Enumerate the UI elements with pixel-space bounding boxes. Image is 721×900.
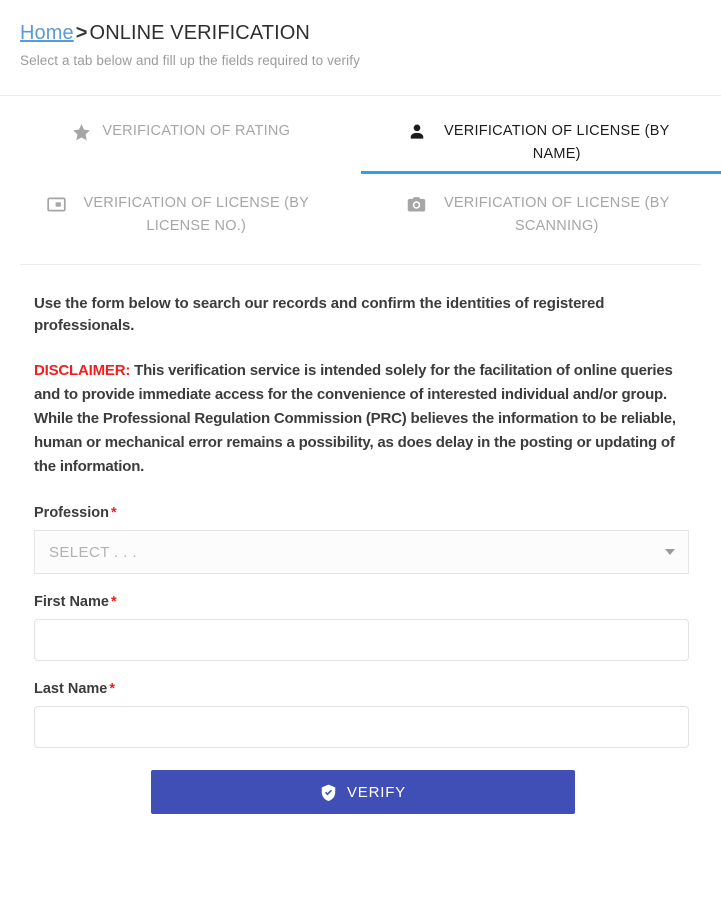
required-marker: *: [110, 505, 117, 521]
tab-label: VERIFICATION OF RATING: [102, 123, 291, 139]
disclaimer-label: DISCLAIMER:: [34, 362, 131, 379]
profession-label-text: Profession: [34, 505, 109, 521]
chevron-down-icon: [665, 549, 675, 555]
breadcrumb-home-link[interactable]: Home: [20, 22, 74, 44]
verification-tabs: [0, 96, 721, 265]
required-marker: *: [109, 681, 115, 697]
tab-verification-of-license-by-license-no[interactable]: [0, 174, 361, 256]
disclaimer-body: This verification service is intended solely for the facilitation of online queries and to provide immediate access for the convenience of interested individual and/or group. While the Professional Regulation Commission (PRC) believes the information to be reliable, human or mechanical error remains a possibility, as does delay in the posting or updating of the information.: [34, 362, 676, 475]
profession-select[interactable]: [34, 530, 689, 574]
form-intro-text: Use the form below to search our records and confirm the identities of registered professionals.: [34, 295, 605, 334]
id-card-icon: [45, 193, 67, 215]
breadcrumb-separator: >: [75, 22, 88, 44]
submit-row: [34, 770, 691, 814]
page-title: ONLINE VERIFICATION: [89, 22, 310, 44]
verify-button[interactable]: [151, 770, 575, 814]
tab-verification-of-rating[interactable]: [0, 96, 361, 174]
tab-label: VERIFICATION OF LICENSE (BY SCANNING): [443, 195, 670, 234]
shield-check-icon: [319, 783, 338, 802]
disclaimer-text: [34, 359, 689, 479]
verification-form-section: [0, 265, 721, 814]
verify-button-label: VERIFY: [347, 783, 406, 801]
page-header: [0, 0, 721, 96]
breadcrumb: [20, 20, 701, 46]
first-name-field: [34, 594, 691, 661]
last-name-label-text: Last Name: [34, 681, 108, 697]
first-name-label-text: First Name: [34, 594, 109, 610]
last-name-label: [34, 681, 691, 697]
profession-label: [34, 505, 691, 521]
star-icon: [70, 121, 92, 143]
first-name-label: [34, 594, 691, 610]
first-name-input[interactable]: [34, 619, 689, 661]
person-icon: [406, 121, 428, 143]
profession-field: [34, 505, 691, 574]
page-subtitle: Select a tab below and fill up the fields required to verify: [20, 53, 360, 68]
tab-verification-of-license-by-scanning[interactable]: [361, 174, 721, 256]
tab-label: VERIFICATION OF LICENSE (BY LICENSE NO.): [83, 195, 310, 234]
last-name-input[interactable]: [34, 706, 689, 748]
tab-verification-of-license-by-name[interactable]: [361, 96, 721, 174]
profession-selected-value: SELECT . . .: [49, 543, 137, 561]
tab-label: VERIFICATION OF LICENSE (BY NAME): [443, 123, 670, 162]
last-name-field: [34, 681, 691, 748]
camera-icon: [406, 193, 428, 215]
required-marker: *: [110, 594, 117, 610]
